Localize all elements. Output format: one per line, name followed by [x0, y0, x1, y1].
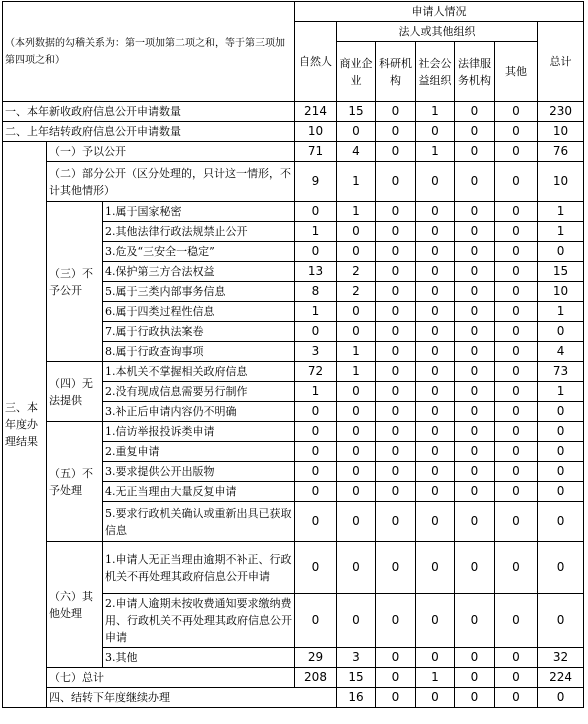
- cell-natural: 0: [295, 402, 337, 422]
- group-label: （三）不予公开: [47, 202, 103, 362]
- cell-total: 1: [538, 302, 584, 322]
- cell-commercial: 1: [337, 202, 376, 222]
- header-legal-group: 法人或其他组织: [337, 22, 538, 42]
- cell-law: 0: [455, 382, 495, 402]
- cell-natural: 3: [295, 342, 337, 362]
- cell-natural: 0: [295, 462, 337, 482]
- item-label: 1.信访举报投诉类申请: [103, 422, 295, 442]
- cell-law: 0: [455, 302, 495, 322]
- item-label: 3.危及“三安全一稳定”: [103, 242, 295, 262]
- cell-commercial: 2: [337, 262, 376, 282]
- cell-commercial: 0: [337, 482, 376, 502]
- cell-research: 0: [376, 502, 416, 542]
- cell-other: 0: [538, 688, 584, 708]
- cell-other: 0: [495, 668, 538, 688]
- cell-research: 0: [376, 402, 416, 422]
- cell-law: 0: [455, 122, 495, 142]
- row-label: 四、结转下年度继续办理: [47, 688, 337, 708]
- cell-social: 0: [416, 442, 455, 462]
- cell-other: 0: [495, 102, 538, 122]
- cell-natural: 1: [295, 382, 337, 402]
- item-label: 1.属于国家秘密: [103, 202, 295, 222]
- cell-total: 15: [538, 262, 584, 282]
- cell-total: 0: [538, 502, 584, 542]
- cell-other: 0: [495, 142, 538, 162]
- header-research: 科研机构: [376, 42, 416, 102]
- cell-commercial: 0: [376, 688, 416, 708]
- cell-natural: 29: [295, 648, 337, 668]
- cell-law: 0: [455, 362, 495, 382]
- cell-law: 0: [455, 242, 495, 262]
- cell-social: 0: [416, 482, 455, 502]
- cell-research: 0: [376, 668, 416, 688]
- cell-research: 0: [376, 342, 416, 362]
- disclosure-statistics-table: [2, 1, 584, 708]
- table-row: [3, 422, 584, 442]
- cell-natural: 0: [295, 502, 337, 542]
- cell-total: 0: [538, 422, 584, 442]
- cell-total: 32: [538, 648, 584, 668]
- header-applicant: 申请人情况: [295, 2, 584, 22]
- cell-commercial: 0: [337, 222, 376, 242]
- cell-commercial: 15: [337, 668, 376, 688]
- cell-social: 0: [416, 282, 455, 302]
- cell-total: 1: [538, 222, 584, 242]
- cell-social: 0: [416, 648, 455, 668]
- cell-other: 0: [495, 462, 538, 482]
- cell-other: 0: [495, 594, 538, 648]
- cell-social: 0: [416, 222, 455, 242]
- cell-total: 0: [538, 402, 584, 422]
- cell-social: 0: [416, 302, 455, 322]
- cell-research: 0: [376, 302, 416, 322]
- cell-law: 0: [455, 142, 495, 162]
- cell-commercial: 0: [337, 322, 376, 342]
- cell-social: 0: [416, 382, 455, 402]
- group-label: （一）予以公开: [47, 142, 295, 162]
- cell-social: 0: [416, 342, 455, 362]
- cell-commercial: 0: [337, 502, 376, 542]
- item-label: 4.保护第三方合法权益: [103, 262, 295, 282]
- cell-other: 0: [495, 382, 538, 402]
- header-other: 其他: [495, 42, 538, 102]
- cell-other: 0: [495, 402, 538, 422]
- cell-total: 0: [538, 482, 584, 502]
- cell-total: 224: [538, 668, 584, 688]
- cell-commercial: 0: [337, 302, 376, 322]
- header-social: 社会公益组织: [416, 42, 455, 102]
- cell-research: 0: [376, 542, 416, 594]
- cell-natural: 0: [295, 482, 337, 502]
- cell-other: 0: [495, 648, 538, 668]
- cell-commercial: 1: [337, 362, 376, 382]
- cell-natural: 72: [295, 362, 337, 382]
- item-label: 8.属于行政查询事项: [103, 342, 295, 362]
- cell-other: 0: [495, 322, 538, 342]
- item-label: 2.其他法律行政法规禁止公开: [103, 222, 295, 242]
- cell-total: 10: [538, 122, 584, 142]
- cell-social: 0: [416, 594, 455, 648]
- cell-law: 0: [455, 502, 495, 542]
- cell-total: 4: [538, 342, 584, 362]
- cell-natural: 0: [295, 322, 337, 342]
- cell-social: 1: [416, 142, 455, 162]
- cell-law: 0: [455, 282, 495, 302]
- cell-social: 0: [416, 262, 455, 282]
- cell-natural: 1: [295, 302, 337, 322]
- cell-law: 0: [455, 442, 495, 462]
- cell-natural: 0: [295, 422, 337, 442]
- cell-total: 0: [538, 322, 584, 342]
- cell-other: 0: [495, 542, 538, 594]
- item-label: 1.本机关不掌握相关政府信息: [103, 362, 295, 382]
- report-container: [2, 1, 584, 708]
- cell-commercial: 0: [337, 122, 376, 142]
- cell-commercial: 0: [337, 442, 376, 462]
- cell-natural: 214: [295, 102, 337, 122]
- cell-commercial: 2: [337, 282, 376, 302]
- table-row: [3, 142, 584, 162]
- cell-total: 0: [538, 462, 584, 482]
- cell-total: 0: [538, 442, 584, 462]
- group-label: （六）其他处理: [47, 542, 103, 668]
- item-label: 6.属于四类过程性信息: [103, 302, 295, 322]
- cell-commercial: 0: [337, 542, 376, 594]
- cell-natural: 9: [295, 162, 337, 202]
- cell-law: 0: [455, 542, 495, 594]
- cell-social: 0: [416, 502, 455, 542]
- cell-research: 0: [376, 142, 416, 162]
- cell-research: 0: [416, 688, 455, 708]
- cell-natural: 208: [295, 668, 337, 688]
- header-commercial: 商业企业: [337, 42, 376, 102]
- cell-research: 0: [376, 262, 416, 282]
- cell-other: 0: [495, 222, 538, 242]
- cell-natural: 0: [295, 442, 337, 462]
- cell-total: 1: [538, 382, 584, 402]
- section-3-label: 三、本年度办理结果: [3, 142, 47, 708]
- cell-social: 0: [455, 688, 495, 708]
- cell-commercial: 0: [337, 462, 376, 482]
- cell-total: 1: [538, 202, 584, 222]
- table-row: [3, 122, 584, 142]
- cell-research: 0: [376, 282, 416, 302]
- cell-research: 0: [376, 382, 416, 402]
- cell-research: 0: [376, 482, 416, 502]
- cell-social: 0: [416, 122, 455, 142]
- cell-research: 0: [376, 648, 416, 668]
- table-row: [3, 668, 584, 688]
- cell-law: 0: [455, 402, 495, 422]
- table-row: [3, 688, 584, 708]
- cell-law: 0: [455, 482, 495, 502]
- cell-research: 0: [376, 222, 416, 242]
- cell-research: 0: [376, 594, 416, 648]
- cell-social: 0: [416, 202, 455, 222]
- cell-commercial: 0: [337, 594, 376, 648]
- cell-commercial: 0: [337, 382, 376, 402]
- cell-commercial: 4: [337, 142, 376, 162]
- cell-commercial: 3: [337, 648, 376, 668]
- header-note: （本列数据的勾稽关系为：第一项加第二项之和，等于第三项加第四项之和）: [3, 2, 295, 102]
- cell-natural: 0: [295, 202, 337, 222]
- cell-natural: 13: [295, 262, 337, 282]
- cell-natural: 16: [337, 688, 376, 708]
- cell-total: 10: [538, 162, 584, 202]
- table-row: [3, 102, 584, 122]
- group-label: （二）部分公开（区分处理的，只计这一情形，不计其他情形）: [47, 162, 295, 202]
- cell-other: 0: [495, 482, 538, 502]
- cell-other: 0: [495, 362, 538, 382]
- cell-total: 230: [538, 102, 584, 122]
- group-label: （四）无法提供: [47, 362, 103, 422]
- cell-social: 0: [416, 162, 455, 202]
- cell-other: 0: [495, 422, 538, 442]
- cell-total: 73: [538, 362, 584, 382]
- cell-other: 0: [495, 442, 538, 462]
- header-law: 法律服务机构: [455, 42, 495, 102]
- cell-social: 1: [416, 668, 455, 688]
- cell-natural: 0: [295, 594, 337, 648]
- cell-law: 0: [455, 648, 495, 668]
- cell-commercial: 1: [337, 342, 376, 362]
- row-label: 二、上年结转政府信息公开申请数量: [3, 122, 295, 142]
- header-row-1: [3, 2, 584, 22]
- cell-research: 0: [376, 242, 416, 262]
- item-label: 2.重复申请: [103, 442, 295, 462]
- item-label: 7.属于行政执法案卷: [103, 322, 295, 342]
- cell-total: 0: [538, 242, 584, 262]
- cell-research: 0: [376, 362, 416, 382]
- cell-total: 0: [538, 542, 584, 594]
- cell-social: 0: [416, 362, 455, 382]
- cell-commercial: 0: [337, 242, 376, 262]
- cell-social: 0: [416, 462, 455, 482]
- cell-law: 0: [455, 594, 495, 648]
- cell-total: 0: [538, 594, 584, 648]
- table-row: [3, 542, 584, 594]
- cell-law: 0: [455, 202, 495, 222]
- cell-law: 0: [455, 342, 495, 362]
- cell-research: 0: [376, 442, 416, 462]
- cell-total: 10: [538, 282, 584, 302]
- table-row: [3, 362, 584, 382]
- table-row: [3, 202, 584, 222]
- item-label: 1.申请人无正当理由逾期不补正、行政机关不再处理其政府信息公开申请: [103, 542, 295, 594]
- cell-research: 0: [376, 422, 416, 442]
- item-label: 3.其他: [103, 648, 295, 668]
- cell-commercial: 0: [337, 422, 376, 442]
- item-label: 2.申请人逾期未按收费通知要求缴纳费用、行政机关不再处理其政府信息公开申请: [103, 594, 295, 648]
- cell-total: 76: [538, 142, 584, 162]
- cell-natural: 8: [295, 282, 337, 302]
- cell-other: 0: [495, 502, 538, 542]
- cell-social: 0: [416, 322, 455, 342]
- cell-commercial: 15: [337, 102, 376, 122]
- cell-commercial: 1: [337, 162, 376, 202]
- item-label: 5.属于三类内部事务信息: [103, 282, 295, 302]
- cell-law: 0: [455, 422, 495, 442]
- cell-research: 0: [376, 122, 416, 142]
- group-label: （五）不予处理: [47, 422, 103, 542]
- cell-research: 0: [376, 102, 416, 122]
- cell-law: 0: [455, 668, 495, 688]
- cell-social: 0: [416, 242, 455, 262]
- cell-research: 0: [376, 322, 416, 342]
- cell-law: 0: [495, 688, 538, 708]
- cell-law: 0: [455, 102, 495, 122]
- cell-research: 0: [376, 202, 416, 222]
- cell-other: 0: [495, 202, 538, 222]
- cell-other: 0: [495, 122, 538, 142]
- cell-natural: 71: [295, 142, 337, 162]
- group-label: （七）总计: [47, 668, 295, 688]
- cell-law: 0: [455, 222, 495, 242]
- cell-natural: 0: [295, 542, 337, 594]
- cell-natural: 0: [295, 242, 337, 262]
- cell-social: 0: [416, 542, 455, 594]
- table-row: [3, 162, 584, 202]
- cell-social: 0: [416, 422, 455, 442]
- header-natural: 自然人: [295, 22, 337, 102]
- cell-other: 0: [495, 342, 538, 362]
- cell-social: 1: [416, 102, 455, 122]
- cell-research: 0: [376, 462, 416, 482]
- cell-other: 0: [495, 262, 538, 282]
- cell-law: 0: [455, 462, 495, 482]
- cell-other: 0: [495, 302, 538, 322]
- header-total: 总计: [538, 22, 584, 102]
- item-label: 3.补正后申请内容仍不明确: [103, 402, 295, 422]
- cell-research: 0: [376, 162, 416, 202]
- cell-other: 0: [495, 162, 538, 202]
- cell-natural: 1: [295, 222, 337, 242]
- item-label: 4.无正当理由大量反复申请: [103, 482, 295, 502]
- cell-law: 0: [455, 262, 495, 282]
- item-label: 2.没有现成信息需要另行制作: [103, 382, 295, 402]
- item-label: 3.要求提供公开出版物: [103, 462, 295, 482]
- item-label: 5.要求行政机关确认或重新出具已获取信息: [103, 502, 295, 542]
- cell-other: 0: [495, 282, 538, 302]
- row-label: 一、本年新收政府信息公开申请数量: [3, 102, 295, 122]
- cell-natural: 10: [295, 122, 337, 142]
- cell-other: 0: [495, 242, 538, 262]
- cell-law: 0: [455, 322, 495, 342]
- cell-law: 0: [455, 162, 495, 202]
- cell-social: 0: [416, 402, 455, 422]
- cell-commercial: 0: [337, 402, 376, 422]
